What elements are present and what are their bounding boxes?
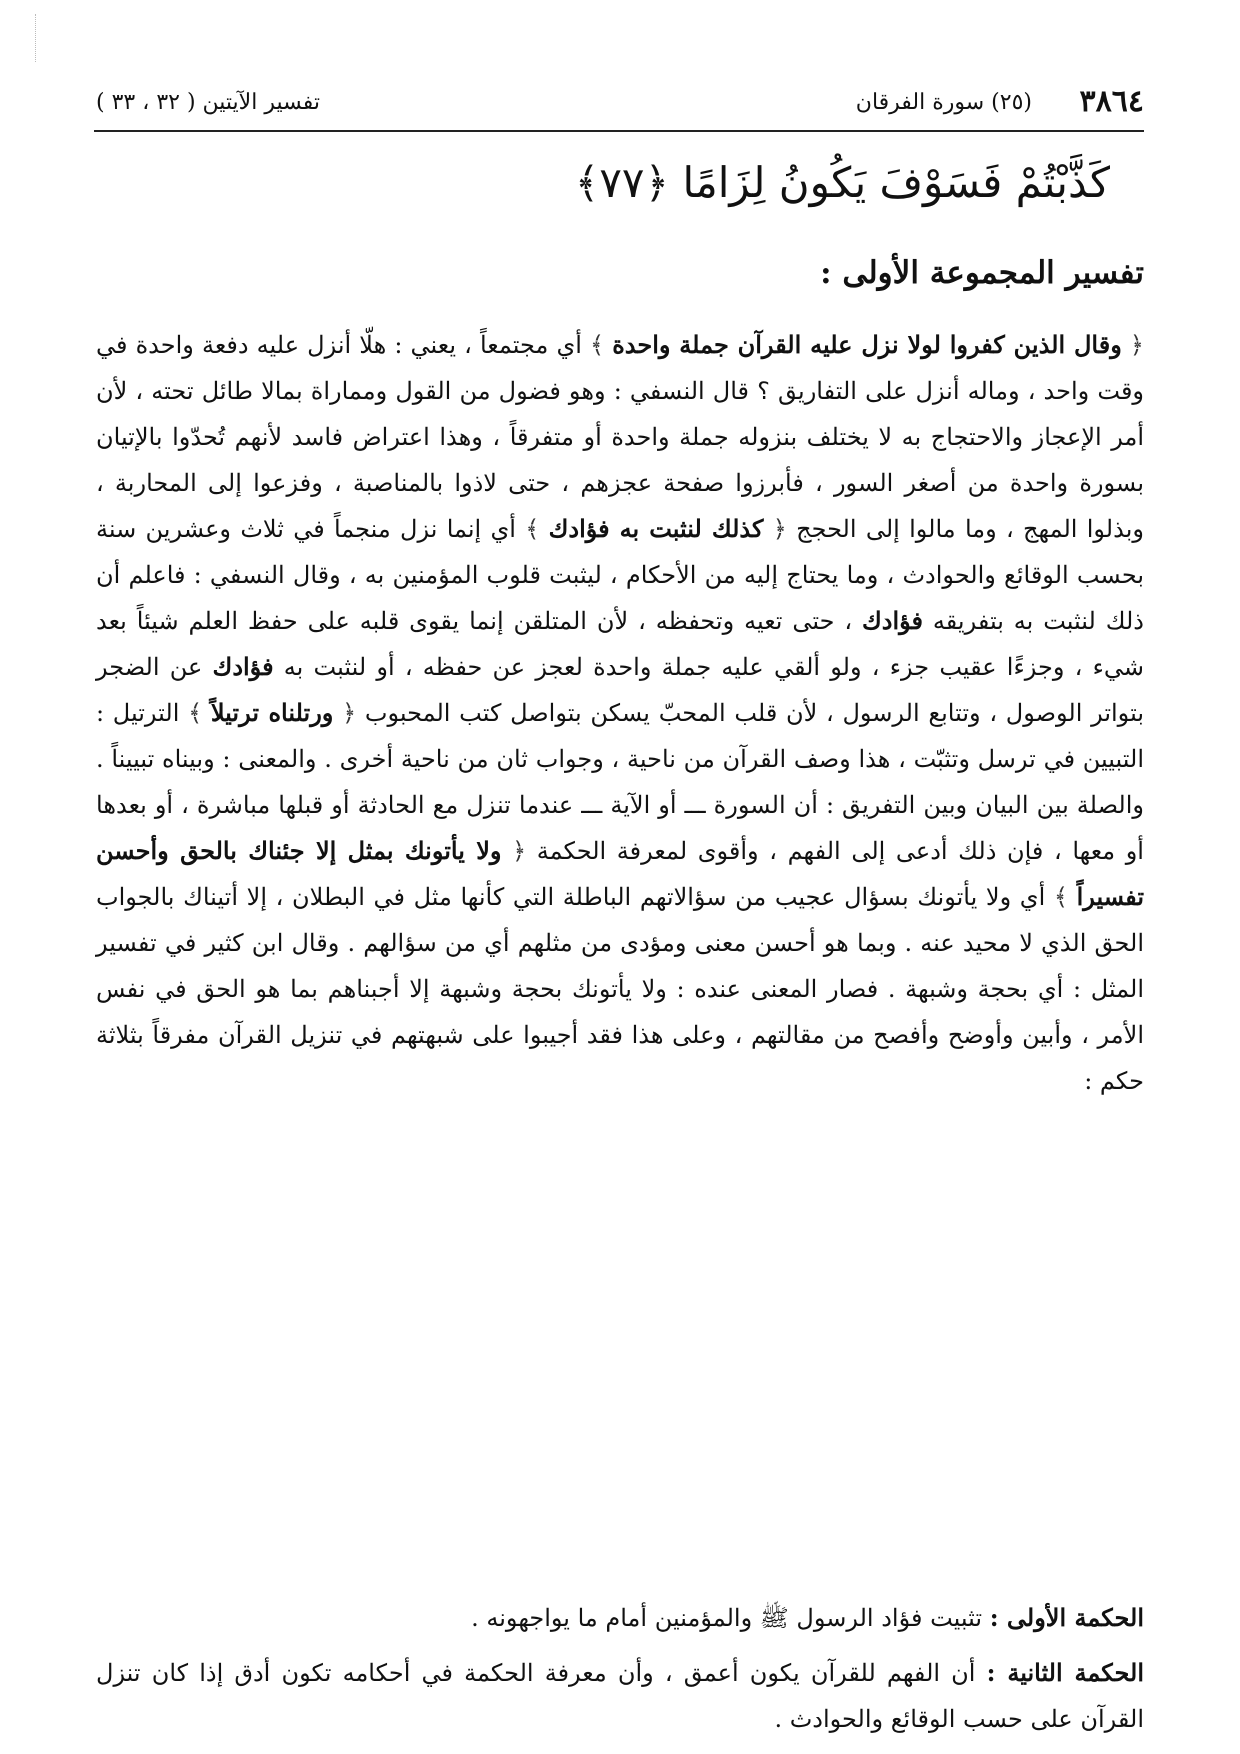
quote-bracket-open: ﴿ — [512, 837, 527, 865]
tafsir-text: أي إنما نزل منجماً في ثلاث وعشرين سنة بحسب الوقائع والحوادث ، وما يحتاج إليه من الأحكام ، ليثبت قلوب المؤمنين به ، وقال النسفي : فاعلم أن ذلك لنثبت به بتفريقه — [96, 515, 1144, 635]
quran-verse-line: كَذَّبْتُمْ فَسَوْفَ يَكُونُ لِزَامًا ﴿٧٧﴾ — [574, 158, 1110, 207]
wisdom-text: أن الفهم للقرآن يكون أعمق ، وأن معرفة الحكمة في أحكامه تكون أدق إذا كان تنزل القرآن على حسب الوقائع والحوادث . — [96, 1659, 1144, 1733]
quote-bracket-open: ﴿ — [772, 515, 787, 543]
verse-range: تفسير الآيتين ( ٣٢ ، ٣٣ ) — [96, 90, 320, 115]
quote-bracket-open: ﴿ — [342, 699, 357, 727]
bold-word: فؤادك — [212, 652, 274, 681]
quran-quote: كذلك لنثبت به فؤادك — [548, 514, 764, 543]
quote-bracket-close: ﴾ — [525, 515, 540, 543]
page-number: ٣٨٦٤ — [1079, 84, 1144, 119]
tafsir-text: أي مجتمعاً ، يعني : هلّا أنزل عليه دفعة واحدة في وقت واحد ، وماله أنزل على التفاريق ؟ قال النسفي : وهو فضول من القول ومماراة بمالا طائل تحته ، لأن أمر الإعجاز والاحتجاج به لا يختلف بنزوله جملة واحدة أو متفرقاً ، وهذا اعتراض فاسد لأنهم تُحدّوا بالإتيان بسورة واحدة من أصغر السور ، فأبرزوا صفحة عجزهم ، حتى لاذوا بالمناصبة ، وفزعوا إلى المحاربة ، وبذلوا المهج ، وما مالوا إلى الحجج — [96, 331, 1145, 543]
wisdom-first — [96, 1595, 1144, 1641]
header-divider — [94, 130, 1144, 132]
quran-quote: وقال الذين كفروا لولا نزل عليه القرآن جملة واحدة — [612, 330, 1122, 359]
section-heading: تفسير المجموعة الأولى : — [820, 255, 1144, 291]
tafsir-text: عن الضجر بتواتر الوصول ، وتتابع الرسول ، لأن قلب المحبّ يسكن بتواصل كتب المحبوب — [96, 653, 1144, 727]
tafsir-text: أي ولا يأتونك بسؤال عجيب من سؤالاتهم الباطلة التي كأنها مثل في البطلان ، إلا أتيناك بالجواب الحق الذي لا محيد عنه . وبما هو أحسن معنى ومؤدى من مثلهم أي من سؤالهم . وقال ابن كثير في تفسير المثل : أي بحجة وشبهة . فصار المعنى عنده : ولا يأتونك بحجة وشبهة إلا أجبناهم بما هو الحق في نفس الأمر ، وأبين وأوضح وأفصح من مقالتهم ، وعلى هذا فقد أجيبوا على شبهتهم في تنزيل القرآن مفرقاً بثلاثة حكم : — [96, 883, 1144, 1095]
quote-bracket-close: ﴾ — [188, 699, 203, 727]
tafsir-body — [96, 322, 1144, 1104]
running-header — [96, 84, 1144, 128]
quran-quote: ورتلناه ترتيلاً — [210, 698, 334, 727]
quran-quote: ولا يأتونك بمثل إلا جئناك بالحق وأحسن تفسيراً — [96, 836, 1144, 911]
tafsir-text: ، حتى تعيه وتحفظه ، لأن المتلقن إنما يقوى قلبه على حفظ العلم شيئاً بعد شيء ، وجزءًا عقيب جزء ، ولو ألقي عليه جملة واحدة لعجز عن حفظه ، أو لنثبت به — [96, 607, 1144, 681]
quote-bracket-close: ﴾ — [1053, 883, 1068, 911]
quote-bracket-open: ﴿ — [1129, 331, 1144, 359]
wisdom-label: الحكمة الثانية : — [986, 1658, 1144, 1687]
scan-margin-mark — [35, 14, 36, 62]
wisdom-text: تثبيت فؤاد الرسول ﷺ والمؤمنين أمام ما يواجهونه . — [471, 1604, 983, 1632]
wisdom-second — [96, 1650, 1144, 1742]
quote-bracket-close: ﴾ — [590, 331, 605, 359]
tafsir-text: الترتيل : التبيين في ترسل وتثبّت ، هذا وصف القرآن من ناحية ، وجواب ثان من ناحية أخرى . والمعنى : وبيناه تبييناً . والصلة بين البيان وبين التفريق : أن السورة ـــ أو الآية ـــ عندما تنزل مع الحادثة أو قبلها مباشرة ، أو بعدها أو معها ، فإن ذلك أدعى إلى الفهم ، وأقوى لمعرفة الحكمة — [96, 699, 1144, 865]
bold-word: فؤادك — [861, 606, 923, 635]
surah-name: (٢٥) سورة الفرقان — [855, 90, 1032, 115]
wisdom-label: الحكمة الأولى : — [989, 1603, 1144, 1632]
tafsir-paragraph — [96, 322, 1144, 1104]
